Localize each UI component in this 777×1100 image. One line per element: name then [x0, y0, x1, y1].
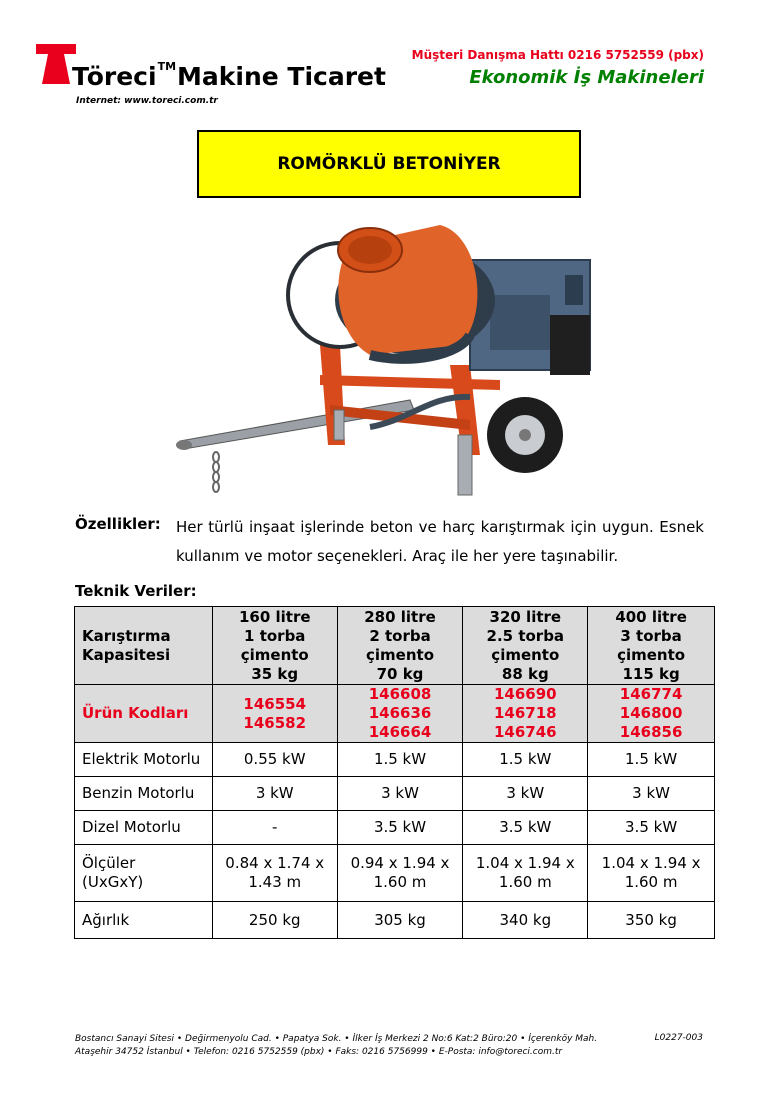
dimensions-row [75, 845, 715, 902]
dimensions-header: Ölçüler (UxGxY) [75, 845, 213, 902]
table-cell: 3.5 kW [588, 811, 715, 845]
brand-name: Töreci™Makine Ticaret [72, 59, 386, 91]
product-code-cell: 146554 146582 [212, 685, 337, 743]
electric-motor-header: Elektrik Motorlu [75, 743, 213, 777]
tagline: Ekonomik İş Makineleri [469, 67, 704, 88]
features-label: Özellikler: [75, 515, 161, 533]
gasoline-motor-header: Benzin Motorlu [75, 777, 213, 811]
footer-line-1: Bostancı Sanayi Sitesi • Değirmenyolu Cad. • Papatya Sok. • İlker İş Merkezi 2 No:6 Kat:2 Büro:20 • İçerenköy Mah. [75, 1034, 598, 1044]
document-code: L0227-003 [654, 1033, 703, 1043]
table-cell: 350 kg [588, 902, 715, 939]
table-cell: 1.04 x 1.94 x 1.60 m [463, 845, 588, 902]
table-cell: 3 kW [337, 777, 463, 811]
table-cell: 3.5 kW [337, 811, 463, 845]
table-cell: 3 kW [212, 777, 337, 811]
diesel-motor-header: Dizel Motorlu [75, 811, 213, 845]
table-cell: 0.55 kW [212, 743, 337, 777]
capacity-row [75, 607, 715, 685]
product-title: ROMÖRKLÜ BETONİYER [277, 154, 501, 174]
footer-address [75, 1033, 597, 1059]
table-cell: 340 kg [463, 902, 588, 939]
table-cell: - [212, 811, 337, 845]
website-link[interactable]: Internet: www.toreci.com.tr [76, 96, 218, 106]
table-cell: 250 kg [212, 902, 337, 939]
toreci-logo-icon [36, 44, 76, 84]
customer-hotline: Müşteri Danışma Hattı 0216 5752559 (pbx) [411, 48, 704, 62]
table-cell: 0.94 x 1.94 x 1.60 m [337, 845, 463, 902]
table-cell: 1.04 x 1.94 x 1.60 m [588, 845, 715, 902]
product-title-box [197, 130, 581, 198]
product-code-cell: 146690 146718 146746 [463, 685, 588, 743]
table-cell: 1.5 kW [337, 743, 463, 777]
capacity-header: Karıştırma Kapasitesi [75, 607, 213, 685]
electric-motor-row [75, 743, 715, 777]
diesel-motor-row [75, 811, 715, 845]
capacity-cell: 400 litre 3 torba çimento 115 kg [588, 607, 715, 685]
weight-row [75, 902, 715, 939]
table-cell: 305 kg [337, 902, 463, 939]
table-cell: 3 kW [588, 777, 715, 811]
table-cell: 1.5 kW [588, 743, 715, 777]
features-text: Her türlü inşaat işlerinde beton ve harç karıştırmak için uygun. Esnek kullanım ve motor seçenekleri. Araç ile her yere taşınabilir. [176, 518, 704, 565]
technical-data-label: Teknik Veriler: [75, 582, 197, 600]
concrete-mixer-image [170, 205, 610, 505]
capacity-cell: 280 litre 2 torba çimento 70 kg [337, 607, 463, 685]
capacity-cell: 160 litre 1 torba çimento 35 kg [212, 607, 337, 685]
table-cell: 0.84 x 1.74 x 1.43 m [212, 845, 337, 902]
product-code-cell: 146608 146636 146664 [337, 685, 463, 743]
technical-spec-table [74, 606, 715, 939]
gasoline-motor-row [75, 777, 715, 811]
table-cell: 1.5 kW [463, 743, 588, 777]
product-codes-header: Ürün Kodları [75, 685, 213, 743]
product-code-cell: 146774 146800 146856 [588, 685, 715, 743]
product-codes-row [75, 685, 715, 743]
table-cell: 3.5 kW [463, 811, 588, 845]
weight-header: Ağırlık [75, 902, 213, 939]
capacity-cell: 320 litre 2.5 torba çimento 88 kg [463, 607, 588, 685]
table-cell: 3 kW [463, 777, 588, 811]
footer-line-2: Ataşehir 34752 İstanbul • Telefon: 0216 5752559 (pbx) • Faks: 0216 5756999 • E-Posta: info@toreci.com.tr [75, 1047, 563, 1057]
